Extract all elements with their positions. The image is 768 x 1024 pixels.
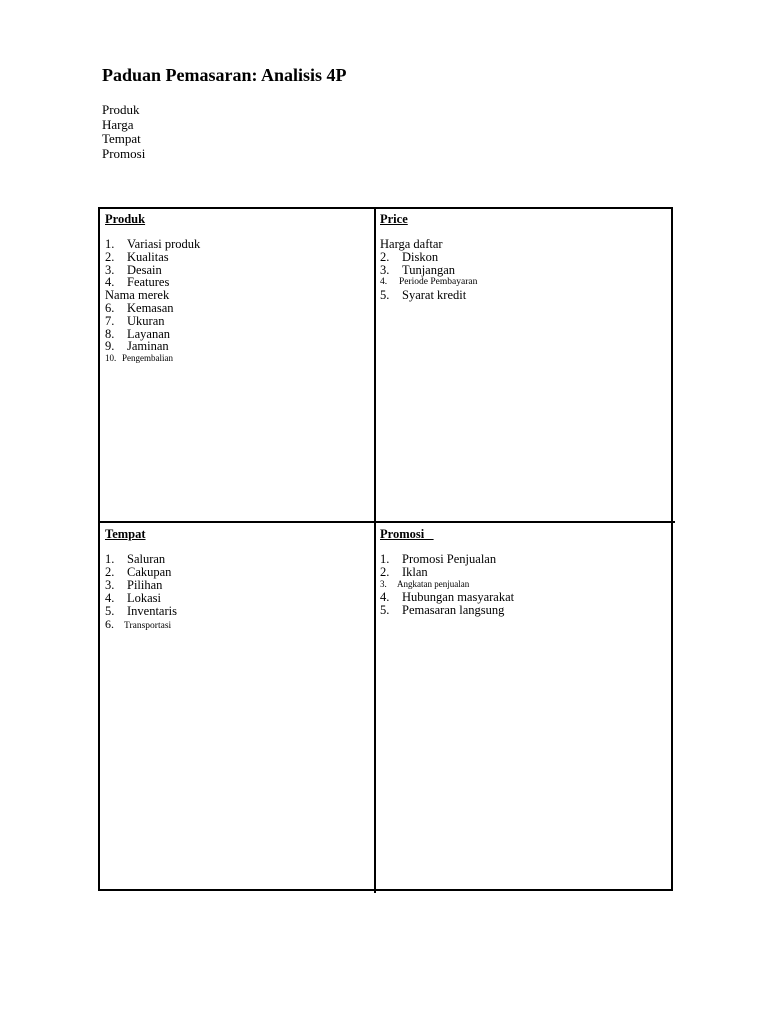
- quadrant-produk: [100, 209, 376, 523]
- list-item: 1. Promosi Penjualan: [380, 552, 497, 566]
- list-item: 5. Syarat kredit: [380, 288, 467, 303]
- list-item: 3. Angkatan penjualan: [380, 578, 470, 589]
- quadrant-list: [380, 553, 671, 616]
- list-item: 1. Saluran: [105, 552, 166, 566]
- quadrant-list: [105, 553, 370, 632]
- intro-item-tempat: Tempat: [102, 131, 141, 147]
- quadrant-heading: Produk: [105, 212, 146, 226]
- list-item: 2. Kualitas: [105, 249, 169, 264]
- list-item: 9. Jaminan: [105, 339, 169, 354]
- list-item: Nama merek: [105, 288, 170, 303]
- intro-item-produk: Produk: [102, 102, 140, 117]
- list-item: 10. Pengembalian: [105, 353, 173, 364]
- quadrant-list: [105, 238, 370, 364]
- list-item: 4. Lokasi: [105, 591, 162, 606]
- list-item: 3. Desain: [105, 262, 162, 277]
- list-item: 6. Kemasan: [105, 300, 174, 315]
- quadrant-heading: Tempat: [105, 527, 146, 541]
- list-item: 2. Diskon: [380, 249, 439, 264]
- quadrant-price: [376, 209, 675, 523]
- list-item: 2. Iklan: [380, 564, 428, 579]
- quadrant-list: [380, 238, 671, 302]
- quadrant-tempat: [100, 523, 376, 893]
- quadrant-heading: Price: [380, 212, 408, 226]
- list-item: 2. Cakupan: [105, 564, 172, 579]
- list-item: 1. Variasi produk: [105, 237, 201, 251]
- intro-list: [102, 103, 145, 161]
- intro-item-promosi: Promosi: [102, 145, 146, 161]
- analysis-table: [98, 207, 673, 891]
- list-item: Harga daftar: [380, 237, 443, 251]
- quadrant-heading: Promosi: [380, 527, 434, 541]
- list-item: 4. Hubungan masyarakat: [380, 589, 515, 604]
- list-item: 7. Ukuran: [105, 313, 165, 328]
- quadrant-promosi: [376, 523, 675, 893]
- list-item: 5. Pemasaran langsung: [380, 602, 505, 617]
- list-item: 4. Features: [105, 275, 170, 290]
- document-title: Paduan Pemasaran: Analisis 4P: [102, 65, 347, 85]
- list-item: 5. Inventaris: [105, 604, 177, 619]
- list-item: 8. Layanan: [105, 326, 171, 341]
- list-item: 3. Tunjangan: [380, 262, 456, 277]
- list-item: 4. Periode Pembayaran: [380, 277, 478, 288]
- list-item: 3. Pilihan: [105, 577, 163, 592]
- intro-item-harga: Harga: [102, 116, 134, 132]
- list-item: 6. Transportasi: [105, 617, 172, 632]
